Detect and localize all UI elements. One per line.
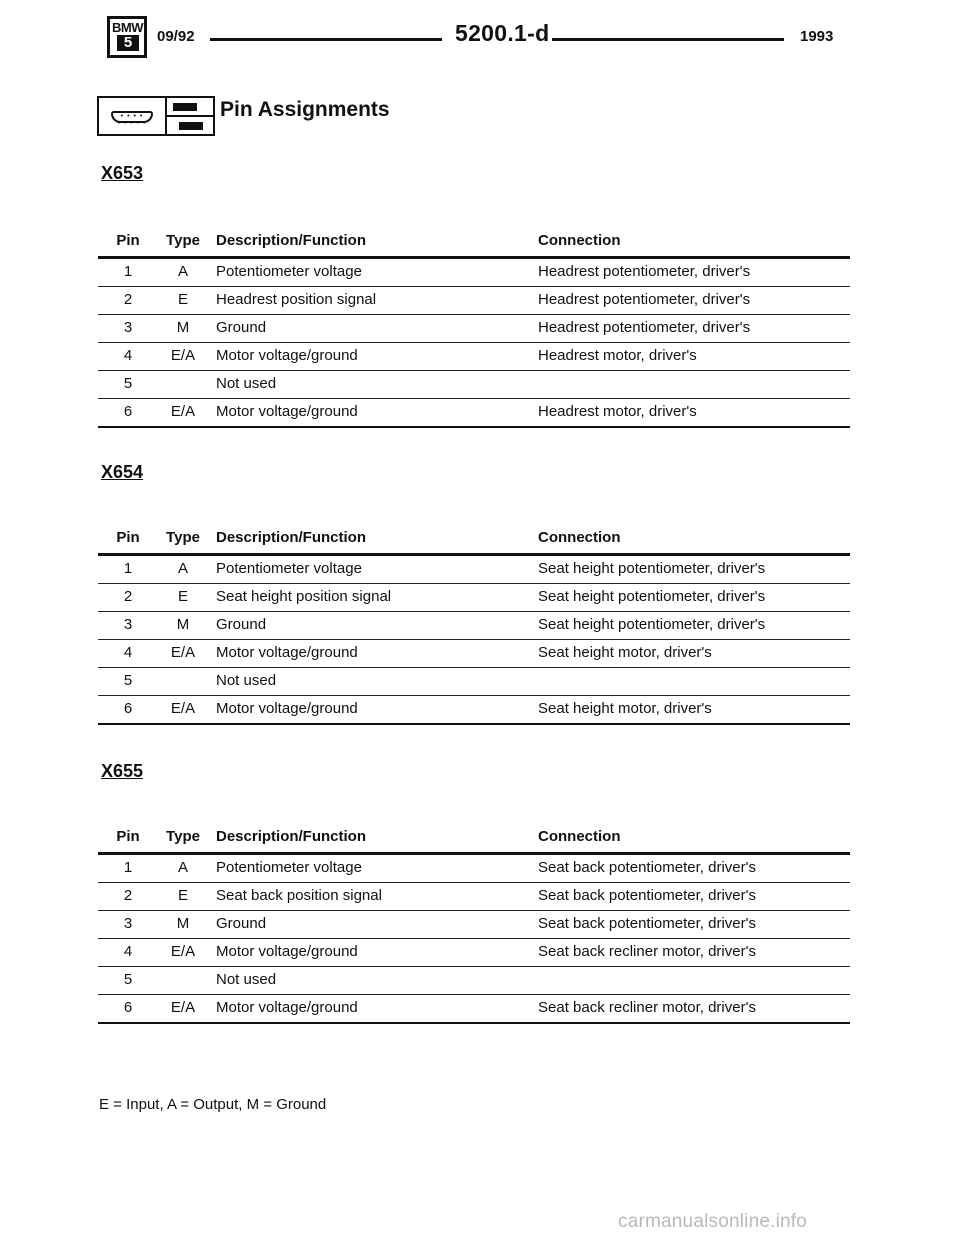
cell-description: Motor voltage/ground: [216, 943, 358, 960]
col-header-description: Description/Function: [216, 232, 366, 249]
header-rule-left: [210, 38, 442, 41]
table-row: [98, 371, 850, 399]
cell-connection: Seat height potentiometer, driver's: [538, 616, 766, 633]
table-row: [98, 668, 850, 696]
cell-pin: 5: [123, 672, 133, 689]
cell-type: E/A: [170, 644, 196, 661]
pin-table: [98, 527, 850, 725]
connector-pin-icon: [97, 96, 215, 136]
table-row: [98, 584, 850, 612]
cell-type: E/A: [170, 403, 196, 420]
table-row: [98, 399, 850, 428]
cell-connection: Seat height potentiometer, driver's: [538, 560, 766, 577]
cell-connection: Seat height motor, driver's: [538, 644, 712, 661]
cell-description: Not used: [216, 375, 277, 392]
table-row: [98, 612, 850, 640]
cell-description: Seat back position signal: [216, 887, 382, 904]
connector-label: X654: [101, 462, 144, 482]
header-date: 09/92: [157, 28, 195, 45]
page-title: Pin Assignments: [220, 98, 390, 121]
cell-type: E/A: [170, 943, 196, 960]
cell-description: Motor voltage/ground: [216, 644, 358, 661]
cell-connection: Seat back recliner motor, driver's: [538, 943, 756, 960]
cell-connection: Headrest motor, driver's: [538, 403, 697, 420]
table-row: [98, 343, 850, 371]
connector-label: X653: [101, 163, 144, 183]
table-header: [98, 527, 850, 556]
bmw-5-series-logo: [107, 16, 147, 58]
cell-type: E: [177, 291, 188, 308]
cell-pin: 4: [123, 644, 133, 661]
cell-type: E: [177, 887, 188, 904]
table-row: [98, 315, 850, 343]
logo-brand-text: BMW: [112, 20, 143, 35]
cell-type: E: [177, 588, 188, 605]
table-row: [98, 259, 850, 287]
cell-description: Potentiometer voltage: [216, 859, 362, 876]
cell-pin: 2: [123, 887, 133, 904]
table-row: [98, 967, 850, 995]
cell-pin: 2: [123, 588, 133, 605]
table-row: [98, 911, 850, 939]
cell-connection: Headrest potentiometer, driver's: [538, 319, 751, 336]
col-header-connection: Connection: [538, 529, 621, 546]
cell-description: Ground: [216, 319, 267, 336]
table-row: [98, 640, 850, 668]
cell-pin: 6: [123, 403, 133, 420]
col-header-pin: Pin: [116, 232, 140, 249]
col-header-connection: Connection: [538, 828, 621, 845]
col-header-description: Description/Function: [216, 529, 366, 546]
cell-description: Headrest position signal: [216, 291, 377, 308]
table-header: [98, 230, 850, 259]
cell-connection: Headrest potentiometer, driver's: [538, 263, 751, 280]
cell-connection: Headrest potentiometer, driver's: [538, 291, 751, 308]
cell-pin: 2: [123, 291, 133, 308]
cell-description: Potentiometer voltage: [216, 560, 362, 577]
connector-label: X655: [101, 761, 144, 781]
cell-description: Motor voltage/ground: [216, 403, 358, 420]
cell-type: E/A: [170, 999, 196, 1016]
table-row: [98, 556, 850, 584]
cell-pin: 6: [123, 700, 133, 717]
cell-type: M: [176, 915, 190, 932]
cell-description: Motor voltage/ground: [216, 999, 358, 1016]
table-row: [98, 855, 850, 883]
cell-pin: 1: [123, 263, 133, 280]
table-row: [98, 883, 850, 911]
cell-pin: 3: [123, 915, 133, 932]
cell-type: A: [177, 859, 188, 876]
cell-type: E/A: [170, 700, 196, 717]
type-legend: E = Input, A = Output, M = Ground: [99, 1096, 327, 1113]
cell-pin: 4: [123, 347, 133, 364]
cell-type: A: [177, 560, 188, 577]
cell-type: M: [176, 319, 190, 336]
col-header-connection: Connection: [538, 232, 621, 249]
table-row: [98, 939, 850, 967]
pin-table: [98, 826, 850, 1024]
cell-description: Motor voltage/ground: [216, 700, 358, 717]
cell-pin: 5: [123, 375, 133, 392]
col-header-pin: Pin: [116, 828, 140, 845]
col-header-type: Type: [166, 828, 200, 845]
cell-pin: 5: [123, 971, 133, 988]
document-number: 5200.1-d: [455, 20, 550, 46]
cell-pin: 1: [123, 859, 133, 876]
pin-table: [98, 230, 850, 428]
cell-connection: Seat height motor, driver's: [538, 700, 712, 717]
cell-description: Potentiometer voltage: [216, 263, 362, 280]
table-header: [98, 826, 850, 855]
col-header-type: Type: [166, 529, 200, 546]
cell-pin: 1: [123, 560, 133, 577]
cell-pin: 4: [123, 943, 133, 960]
header-rule-right: [552, 38, 784, 41]
cell-connection: Seat height potentiometer, driver's: [538, 588, 766, 605]
cell-description: Ground: [216, 915, 267, 932]
cell-description: Ground: [216, 616, 267, 633]
logo-series-text: 5: [117, 35, 139, 51]
cell-description: Not used: [216, 971, 277, 988]
col-header-type: Type: [166, 232, 200, 249]
cell-connection: Seat back potentiometer, driver's: [538, 915, 756, 932]
cell-pin: 6: [123, 999, 133, 1016]
cell-pin: 3: [123, 319, 133, 336]
cell-description: Not used: [216, 672, 277, 689]
cell-type: A: [177, 263, 188, 280]
cell-connection: Seat back recliner motor, driver's: [538, 999, 756, 1016]
header-year: 1993: [800, 28, 834, 45]
cell-type: E/A: [170, 347, 196, 364]
col-header-description: Description/Function: [216, 828, 366, 845]
col-header-pin: Pin: [116, 529, 140, 546]
cell-connection: Headrest motor, driver's: [538, 347, 697, 364]
watermark: carmanualsonline.info: [618, 1211, 808, 1232]
cell-description: Seat height position signal: [216, 588, 392, 605]
cell-type: M: [176, 616, 190, 633]
table-row: [98, 696, 850, 725]
connector-plug-shape: • • • • • • • • •: [111, 111, 153, 123]
cell-pin: 3: [123, 616, 133, 633]
cell-description: Motor voltage/ground: [216, 347, 358, 364]
cell-connection: Seat back potentiometer, driver's: [538, 887, 756, 904]
cell-connection: Seat back potentiometer, driver's: [538, 859, 756, 876]
table-row: [98, 287, 850, 315]
table-row: [98, 995, 850, 1024]
